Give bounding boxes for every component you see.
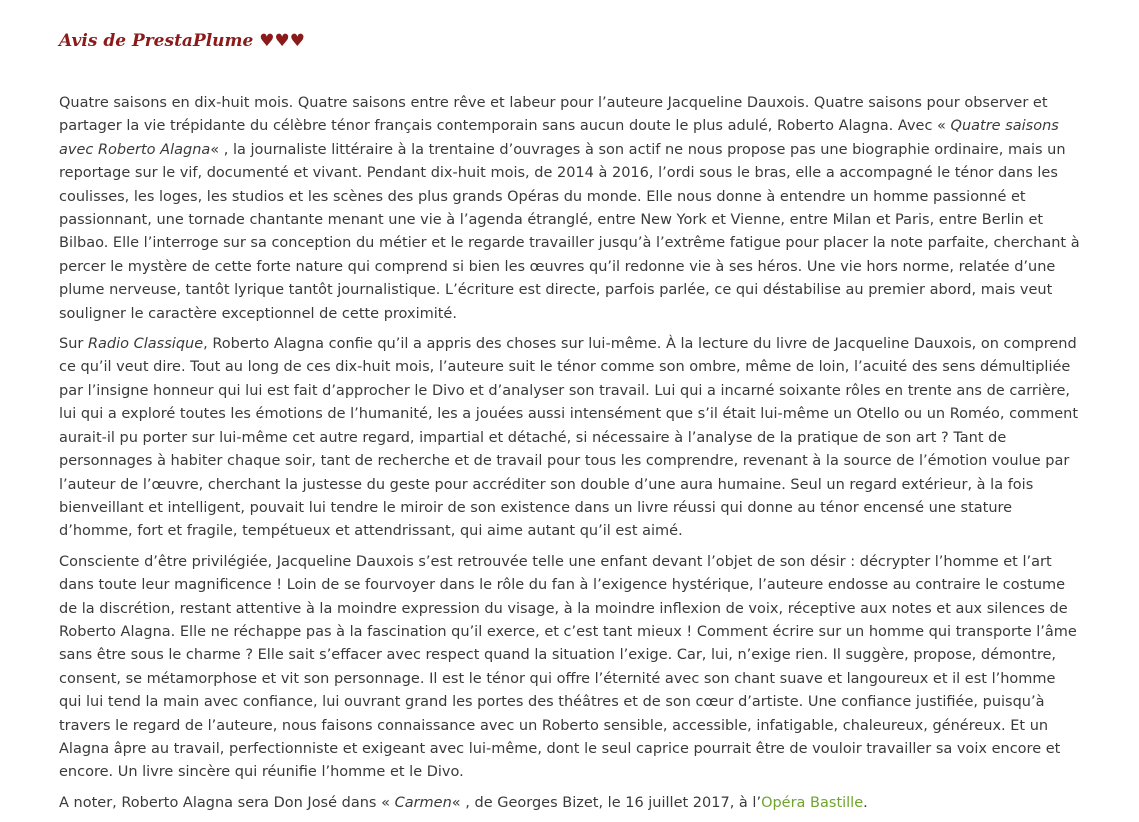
- paragraph-2-text-b: , Roberto Alagna confie qu’il a appris des choses sur lui-même. À la lecture du livre de Jacqueline Dauxois, on comprend ce qu’il veut dire. Tout au long de ces dix-huit mois, l’auteure suit le ténor comme son ombre, même de loin, l’acuité des sens démultipliée par l’insigne honneur qui lui est fait d’approcher le Divo et d’analyser son travail. Lui qui a incarné soixante rôles en trente ans de carrière, lui qui a exploré toutes les émotions de l’humanité, les a jouées aussi intensément que s’il était lui-même un Otello ou un Roméo, comment aurait-il pu porter sur lui-même cet autre regard, impartial et détaché, si nécessaire à l’analyse de la pratique de son art ? Tant de personnages à habiter chaque soir, tant de recherche et de travail pour tous les comprendre, revenant à la source de l’émotion voulue par l’auteur de l’œuvre, cherchant la justesse du geste pour accréditer son double d’une aura humaine. Seul un regard extérieur, à la fois bienveillant et intelligent, pouvait lui tendre le miroir de son existence dans un livre réussi qui donne au ténor encensé une stature d’homme, fort et fragile, tempétueux et attendrissant, qui aime autant qu’il est aimé.: [59, 336, 1079, 540]
- opera-bastille-link[interactable]: Opéra Bastille: [761, 794, 864, 811]
- paragraph-4-text-c: .: [863, 794, 868, 811]
- paragraph-1-text-a: Quatre saisons en dix-huit mois. Quatre saisons entre rêve et labeur pour l’auteure Jacqueline Dauxois. Quatre saisons pour observer et partager la vie trépidante du célèbre ténor français contemporain sans aucun doute le plus adulé, Roberto Alagna. Avec «: [59, 95, 1048, 135]
- review-title: Avis de PrestaPlume ♥♥♥: [59, 31, 305, 51]
- paragraph-1-text-b: « , la journaliste littéraire à la trentaine d’ouvrages à son actif ne nous propose pas une biographie ordinaire, mais un reportage sur le vif, documenté et vivant. Pendant dix-huit mois, de 2014 à 2016, l’ordi sous le bras, elle a accompagné le ténor dans les coulisses, les loges, les studios et les scènes des plus grands Opéras du monde. Elle nous donne à entendre un homme passionné et passionnant, une tornade chantante menant une vie à l’agenda étranglé, entre New York et Vienne, entre Milan et Paris, entre Berlin et Bilbao. Elle l’interroge sur sa conception du métier et le regarde travailler jusqu’à l’extrême fatigue pour placer la note parfaite, cherchant à percer le mystère de cette forte nature qui comprend si bien les œuvres qu’il redonne vie à ses héros. Une vie hors norme, relatée d’une plume nerveuse, tantôt lyrique tantôt journalistique. L’écriture est directe, parfois parlée, ce qui déstabilise au premier abord, mais veut souligner le caractère exceptionnel de cette proximité.: [59, 141, 1080, 322]
- carmen-title: Carmen: [394, 794, 452, 811]
- paragraph-2-text-a: Sur: [59, 336, 88, 353]
- paragraph-4-text-a: A noter, Roberto Alagna sera Don José dans «: [59, 794, 395, 811]
- radio-classique: Radio Classique: [87, 336, 204, 353]
- paragraph-4: [59, 792, 1081, 815]
- paragraph-3: Consciente d’être privilégiée, Jacqueline Dauxois s’est retrouvée telle une enfant devant l’objet de son désir : décrypter l’homme et l’art dans toute leur magnificence ! Loin de se fourvoyer dans le rôle du fan à l’exigence hystérique, l’auteure endosse au contraire le costume de la discrétion, restant attentive à la moindre expression du visage, à la moindre inflexion de voix, réceptive aux notes et aux silences de Roberto Alagna. Elle ne réchappe pas à la fascination qu’il exerce, et c’est tant mieux ! Comment écrire sur un homme qui transporte l’âme sans être sous le charme ? Elle sait s’effacer avec respect quand la situation l’exige. Car, lui, n’exige rien. Il suggère, propose, démontre, consent, se métamorphose et vit son personnage. Il est le ténor qui offre l’éternité avec son chant suave et langoureux et il est l’homme qui lui tend la main avec confiance, lui ouvrant grand les portes des théâtres et de son cœur d’artiste. Une confiance justifiée, puisqu’à travers le regard de l’auteure, nous faisons connaissance avec un Roberto sensible, accessible, infatigable, chaleureux, généreux. Et un Alagna âpre au travail, perfectionniste et exigeant avec lui-même, dont le seul caprice pourrait être de vouloir travailler sa voix encore et encore. Un livre sincère qui réunifie l’homme et le Divo.: [59, 553, 1077, 781]
- paragraph-1: [59, 92, 1081, 326]
- review-article: [59, 30, 1081, 822]
- paragraph-4-text-b: « , de Georges Bizet, le 16 juillet 2017, à l’: [451, 794, 762, 811]
- book-title: Quatre saisons avec Roberto Alagna: [59, 118, 1059, 158]
- paragraph-2: [59, 333, 1081, 544]
